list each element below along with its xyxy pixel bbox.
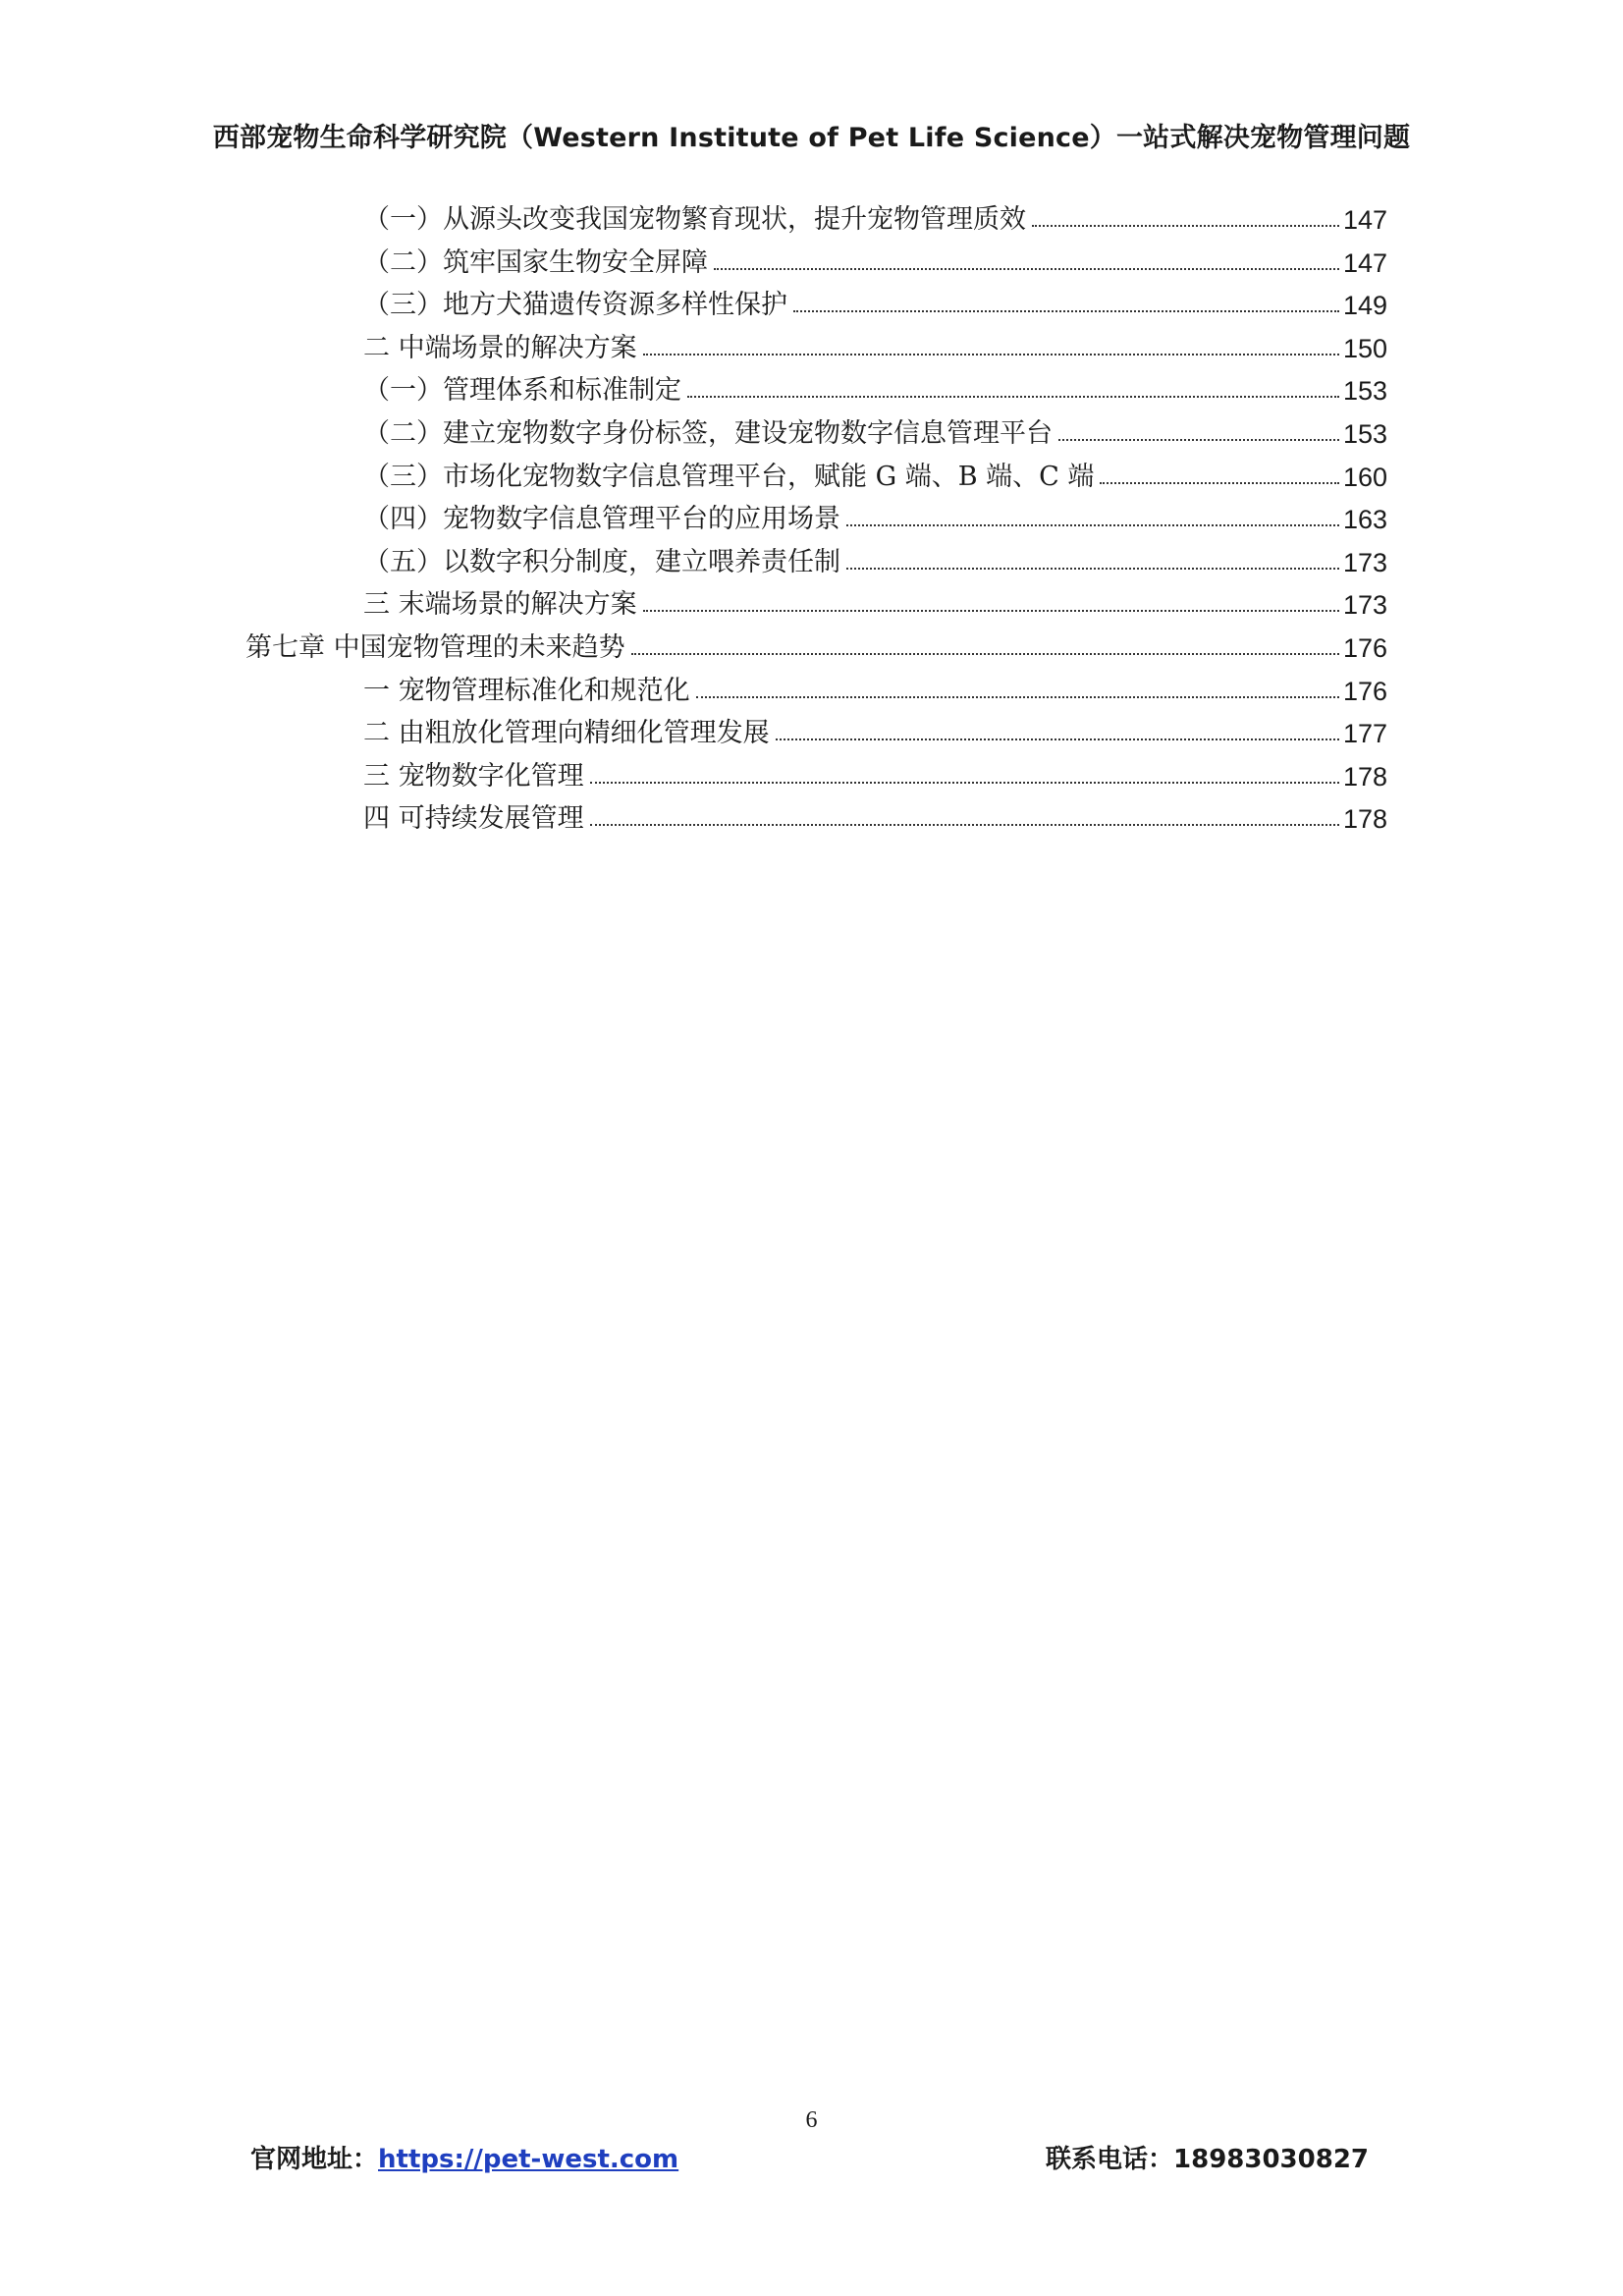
toc-entry[interactable] <box>363 282 1387 321</box>
toc-entry-page: 163 <box>1342 505 1387 535</box>
toc-entry[interactable] <box>363 196 1387 236</box>
toc-entry-title: （四）宠物数字信息管理平台的应用场景 <box>363 504 840 535</box>
toc-entry-page: 149 <box>1342 291 1387 321</box>
page-header-title: 西部宠物生命科学研究院（Western Institute of Pet Life Science）一站式解决宠物管理问题 <box>212 123 1411 153</box>
toc-dot-leader <box>793 310 1339 312</box>
toc-entry-title: （一）从源头改变我国宠物繁育现状，提升宠物管理质效 <box>363 204 1026 235</box>
footer-website <box>250 2139 678 2175</box>
toc-entry[interactable] <box>363 539 1387 578</box>
footer-phone-label: 联系电话： <box>1046 2145 1174 2174</box>
toc-entry-title: 三 宠物数字化管理 <box>363 760 584 792</box>
toc-entry-title: 三 末端场景的解决方案 <box>363 589 637 621</box>
toc-dot-leader <box>1032 225 1339 227</box>
toc-dot-leader <box>846 568 1339 570</box>
toc-entry-page: 153 <box>1342 376 1387 407</box>
toc-dot-leader <box>1100 482 1339 484</box>
toc-entry-page: 178 <box>1342 804 1387 835</box>
toc-entry[interactable] <box>363 795 1387 835</box>
toc-dot-leader <box>687 396 1339 398</box>
toc-entry-page: 176 <box>1342 676 1387 706</box>
toc-entry[interactable] <box>363 367 1387 407</box>
footer-website-link[interactable]: https://pet-west.com <box>378 2145 679 2174</box>
toc-dot-leader <box>590 782 1339 784</box>
toc-entry[interactable] <box>363 496 1387 535</box>
footer-phone <box>1046 2139 1369 2175</box>
page-number: 6 <box>805 2107 818 2133</box>
toc-entry-title: （一）管理体系和标准制定 <box>363 375 681 407</box>
toc-dot-leader <box>643 354 1339 355</box>
toc-entry-title: （三）市场化宠物数字信息管理平台，赋能 G 端、B 端、C 端 <box>363 461 1095 492</box>
toc-entry-title: （五）以数字积分制度，建立喂养责任制 <box>363 546 840 577</box>
toc-entry[interactable] <box>363 410 1387 450</box>
toc-dot-leader <box>714 268 1339 270</box>
toc-entry-page: 176 <box>1342 633 1387 663</box>
toc-entry[interactable] <box>363 710 1387 749</box>
toc-entry-title: 第七章 中国宠物管理的未来趋势 <box>245 632 625 663</box>
toc-entry-title: （二）建立宠物数字身份标签，建设宠物数字信息管理平台 <box>363 418 1053 449</box>
footer-website-label: 官网地址： <box>250 2145 379 2174</box>
toc-entry-title: （二）筑牢国家生物安全屏障 <box>363 246 708 278</box>
toc-entry-page: 173 <box>1342 590 1387 621</box>
toc-dot-leader <box>643 610 1339 612</box>
toc-entry-page: 160 <box>1342 462 1387 492</box>
toc-entry-page: 150 <box>1342 333 1387 363</box>
toc-entry-page: 178 <box>1342 761 1387 792</box>
footer-phone-number: 18983030827 <box>1173 2145 1370 2174</box>
toc-entry-title: 二 由粗放化管理向精细化管理发展 <box>363 718 770 749</box>
toc-entry[interactable] <box>363 753 1387 793</box>
toc-dot-leader <box>776 738 1339 740</box>
toc-entry-page: 153 <box>1342 419 1387 449</box>
toc-entry[interactable] <box>245 625 1387 664</box>
toc-dot-leader <box>1058 439 1339 441</box>
toc-entry-page: 173 <box>1342 547 1387 577</box>
toc-entry-page: 177 <box>1342 719 1387 749</box>
toc-entry-title: 二 中端场景的解决方案 <box>363 332 637 363</box>
toc-entry-title: （三）地方犬猫遗传资源多样性保护 <box>363 290 787 321</box>
toc-entry[interactable] <box>363 581 1387 621</box>
toc-dot-leader <box>631 653 1339 655</box>
toc-entry-title: 一 宠物管理标准化和规范化 <box>363 675 690 706</box>
toc-entry[interactable] <box>363 668 1387 707</box>
toc-entry[interactable] <box>363 325 1387 364</box>
toc-entry-page: 147 <box>1342 247 1387 278</box>
toc-entry[interactable] <box>363 240 1387 279</box>
toc-entry[interactable] <box>363 454 1387 493</box>
toc-entry-page: 147 <box>1342 205 1387 235</box>
toc-entry-title: 四 可持续发展管理 <box>363 803 584 835</box>
toc-dot-leader <box>846 524 1339 526</box>
toc-dot-leader <box>696 696 1339 698</box>
toc-dot-leader <box>590 824 1339 826</box>
